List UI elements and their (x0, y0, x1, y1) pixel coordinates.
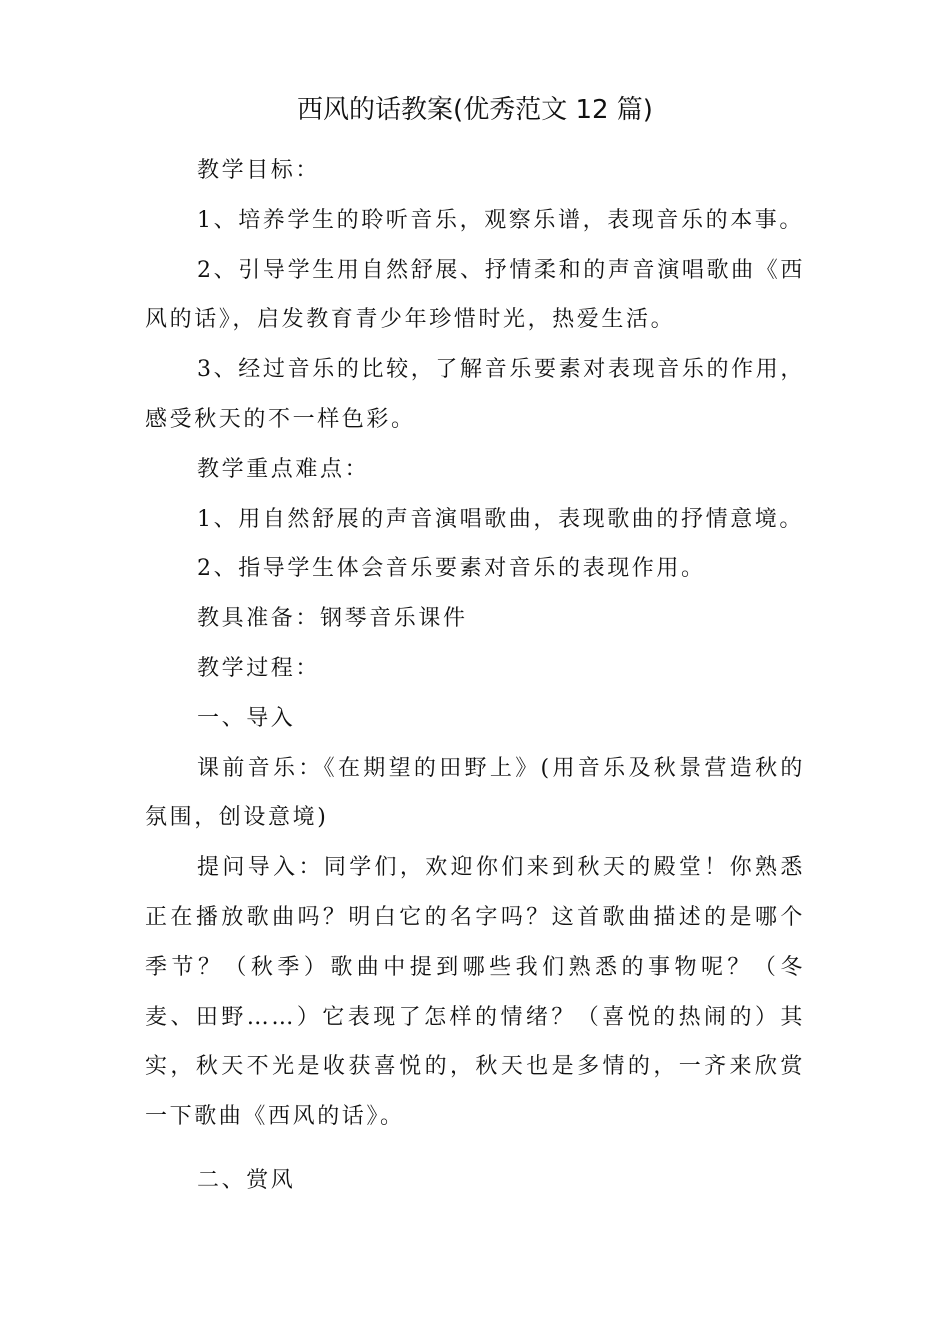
paragraph-pre-class-music: 课前音乐：《在期望的田野上》(用音乐及秋景营造秋的氛围，创设意境) (145, 755, 805, 831)
paragraph-key-point-1: 1、用自然舒展的声音演唱歌曲，表现歌曲的抒情意境。 (197, 506, 804, 532)
document-title: 西风的话教案(优秀范文 12 篇) (297, 95, 653, 125)
document-body (145, 146, 805, 1206)
paragraph-question-intro: 提问导入：同学们，欢迎你们来到秋天的殿堂！你熟悉正在播放歌曲吗？明白它的名字吗？这首歌曲描述的是哪个季节？（秋季）歌曲中提到哪些我们熟悉的事物呢？（冬麦、田野……）它表现了怎样的情绪？（喜悦的热闹的）其实，秋天不光是收获喜悦的，秋天也是多情的，一齐来欣赏一下歌曲《西风的话》。 (145, 855, 805, 1130)
paragraph-process-heading: 教学过程： (197, 655, 321, 681)
paragraph-goal-2: 2、引导学生用自然舒展、抒情柔和的声音演唱歌曲《西风的话》，启发教育青少年珍惜时光，热爱生活。 (145, 257, 805, 333)
paragraph-key-point-2: 2、指导学生体会音乐要素对音乐的表现作用。 (197, 556, 706, 582)
paragraph-section-appreciate: 二、赏风 (197, 1167, 296, 1193)
paragraph-teaching-goals-heading: 教学目标： (197, 158, 321, 183)
paragraph-goal-3: 3、经过音乐的比较，了解音乐要素对表现音乐的作用，感受秋天的不一样色彩。 (145, 357, 805, 432)
paragraph-section-intro: 一、导入 (197, 705, 296, 731)
paragraph-key-points-heading: 教学重点难点： (197, 456, 370, 482)
paragraph-materials: 教具准备：钢琴音乐课件 (197, 606, 468, 632)
paragraph-goal-1: 1、培养学生的聆听音乐，观察乐谱，表现音乐的本事。 (197, 207, 804, 233)
